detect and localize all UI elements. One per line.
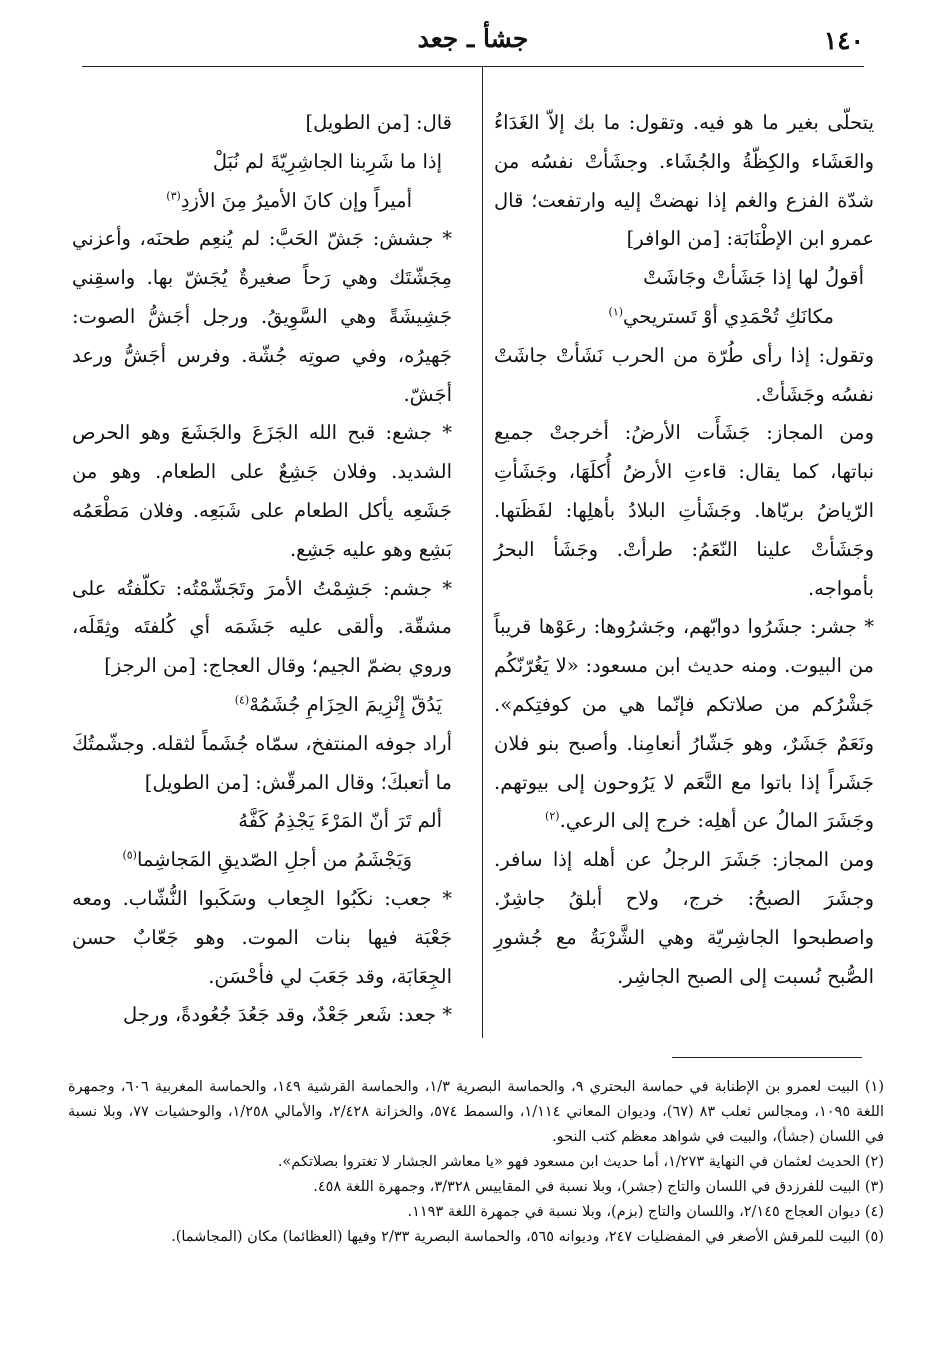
verse [82, 686, 442, 725]
entry-jashar: * جشر: جشَرُوا دوابّهم، وجَشرُوها: رعَوْها قريباً من البيوت. ومنه حديث ابن مسعود: «لا يَغُرّنّكُم جَشْرُكم من صلاتكم فإنّما هي من كوفتِكم». ونَعَمٌ جَشَرٌ، وهو جَشّارُ أنعامِنا. وأصبح بنو فلان جَشَراً إذا باتوا مع النَّعَم لا يَرُوحون إلى بيوتهم. وجَشَرَ المالُ عن أهلِه: خرج إلى الرعي.$^{(٢)}$ [494, 615, 874, 833]
page-header [82, 18, 864, 58]
verse-line: يَدُقّ إِنْزِيمَ الحِزَامِ جُشَمُهْ$^{(٤)}$ [234, 692, 442, 716]
footnote-ref: (٤) [234, 693, 250, 707]
paragraph: وتقول: إذا رأى طُرّة من الحرب نَشَأتْ جاشَتْ نفسُه وجَشَأتْ. [494, 343, 874, 406]
footnote-ref: (٥) [122, 848, 137, 862]
verse [82, 143, 442, 221]
footnote-ref: (١) [608, 305, 624, 319]
footnotes [68, 1075, 884, 1250]
entry-jashash: * جشش: جَشّ الحَبَّ: لم يُنعِم طحنَه، وأعزني مِجَشّتَك وهي رَحاً صغيرةٌ يُجَشّ بها. واسقِني جَشِيشَةً وهي السَّوِيقُ. ورجل أجَشُّ الصوت: جَهيرُه، وفي صوتِه جُشّة. وفرس أجَشُّ ورعد أجَشّ. [72, 227, 452, 406]
footnote: (٤) ديوان العجاج ٢/١٤٥، واللسان والتاج (بزم)، وبلا نسبة في جمهرة اللغة ١١٩٣. [407, 1204, 884, 1220]
verse [82, 802, 442, 880]
verse-line: وَيَجْشَمُ من أجلِ الصّديقِ المَجاشِما$^{(٥)}$ [122, 848, 412, 872]
verse-line: أقولُ لها إذا جَشَأتْ وجَاشَتْ [643, 266, 864, 290]
verse-line: أميراً وإن كانَ الأميرُ مِنَ الأزدِ$^{(٣)}$ [166, 188, 412, 212]
paragraph-majaz: ومن المجاز: جَشَأَت الأرضُ: أخرجتْ جميع نباتها، كما يقال: قاءتِ الأرضُ أُكلَهَا، وجَشَأتِ الرّياضُ بريّاها. وجَشَأتِ البلادُ بأهلِها: لفَظَتها. وجَشَأتْ علينا النّعَمُ: طرأتْ. وجَشَأ البحرُ بأمواجه. [494, 421, 874, 600]
paragraph: يتحلّى بغير ما هو فيه. وتقول: ما بك إلاّ الغَدَاءُ والعَشَاء والكِظّةُ والجُشَاء. وجشَأتْ نفسُه من شدّة الفزع والغم إذا نهضتْ إليه وارتفعت؛ قال عمرو ابن الإطْنَابَة: [من الوافر] [494, 111, 874, 251]
verse-line: إذا ما شَرِبنا الجاشِرِيّةَ لم نُبَلْ [212, 149, 442, 173]
footnote: (٣) البيت للفرزدق في اللسان والتاج (جشر)، وبلا نسبة في المقاييس ٣/٣٢٨، وجمهرة اللغة ٤٥٨. [313, 1179, 884, 1195]
verse-line: مكانَكِ تُحْمَدِي أوْ تَستريحي$^{(١)}$ [608, 304, 834, 328]
right-column [494, 104, 874, 996]
entry-jaab: * جعب: نكَبُوا الجِعاب وسَكَبوا النُّشّاب. ومعه جَعْبَة فيها بنات الموت. وهو جَعّابٌ حسن الجِعَابَة، وقد جَعَبَ لي فأحْسَن. [72, 886, 452, 988]
verse [504, 259, 864, 337]
footnote-ref: (٣) [166, 189, 181, 203]
entry-jasham: * جشم: جَشِمْتُ الأمرَ وتَجَشّمْتُه: تكلّفتُه على مشقّة. وألقى عليه جَشَمَه أي كُلفتَه وثِقَلَه، وروي بضمّ الجيم؛ وقال العجاج: [من الرجز] [72, 576, 452, 678]
header-rule [82, 66, 864, 67]
footnote-rule [672, 1057, 862, 1058]
footnote-ref: (٢) [545, 809, 560, 823]
footnote: (٥) البيت للمرقش الأصغر في المفضليات ٢٤٧، وديوانه ٥٦٥، والحماسة البصرية ٢/٣٣ وفيها (العظائما) مكان (المجاشما). [171, 1229, 884, 1245]
footnote: (١) البيت لعمرو بن الإطنابة في حماسة البحتري ٩، والحماسة البصرية ١/٣، والحماسة القرشية ١٤٩، والحماسة المغربية ٦٠٦، وجمهرة اللغة ١٠٩٥، ومجالس ثعلب ٨٣ (٦٧)، وديوان المعاني ١/١١٤، والسمط ٥٧٤، والخزانة ٢/٤٢٨، والأمالي ١/٢٥٨، والوحشيات ٧٧، وبلا نسبة في اللسان (جشأ)، والبيت في شواهد معظم كتب النحو. [68, 1079, 884, 1145]
paragraph: قال: [من الطويل] [305, 111, 452, 134]
entry-jasha: * جشع: قبح الله الجَزَعَ والجَشَعَ وهو الحرص الشديد. وفلان جَشِعٌ على الطعام. وهو من جَشَعِه يأكل الطعام على شَبَعِه. وفلان مَطْعَمُه بَشِع وهو عليه جَشِع. [72, 421, 452, 561]
running-head: جشأ ـ جعد [417, 23, 529, 53]
verse-line: ألم تَرَ أنّ المَرْءَ يَجْذِمُ كَفَّهُ [238, 809, 442, 833]
paragraph-majaz: ومن المجاز: جَشَرَ الرجلُ عن أهله إذا سافر. وجشَرَ الصبحُ: خرج، ولاح أبلقُ جاشِرٌ. واصطبحوا الجاشِريّة وهي الشَّرْبَةُ مع جُشورِ الصُّبح نُسبت إلى الصبح الجاشِر. [494, 848, 874, 988]
entry-jaad: * جعد: شَعر جَعْدٌ، وقد جَعُدَ جُعُودةً، ورجل [123, 1003, 452, 1027]
paragraph: أراد جوفه المنتفخ، سمّاه جُشَماً لثقله. وجشّمتُكَ ما أتعبكَ؛ وقال المرقّش: [من الطويل] [72, 731, 452, 794]
column-divider [482, 66, 483, 1038]
footnote: (٢) الحديث لعثمان في النهاية ١/٢٧٣، أما حديث ابن مسعود فهو «يا معاشر الجشار لا تغتروا بصلاتكم». [277, 1154, 884, 1170]
page-number: ١٤٠ [823, 26, 864, 55]
left-column [72, 104, 452, 1035]
